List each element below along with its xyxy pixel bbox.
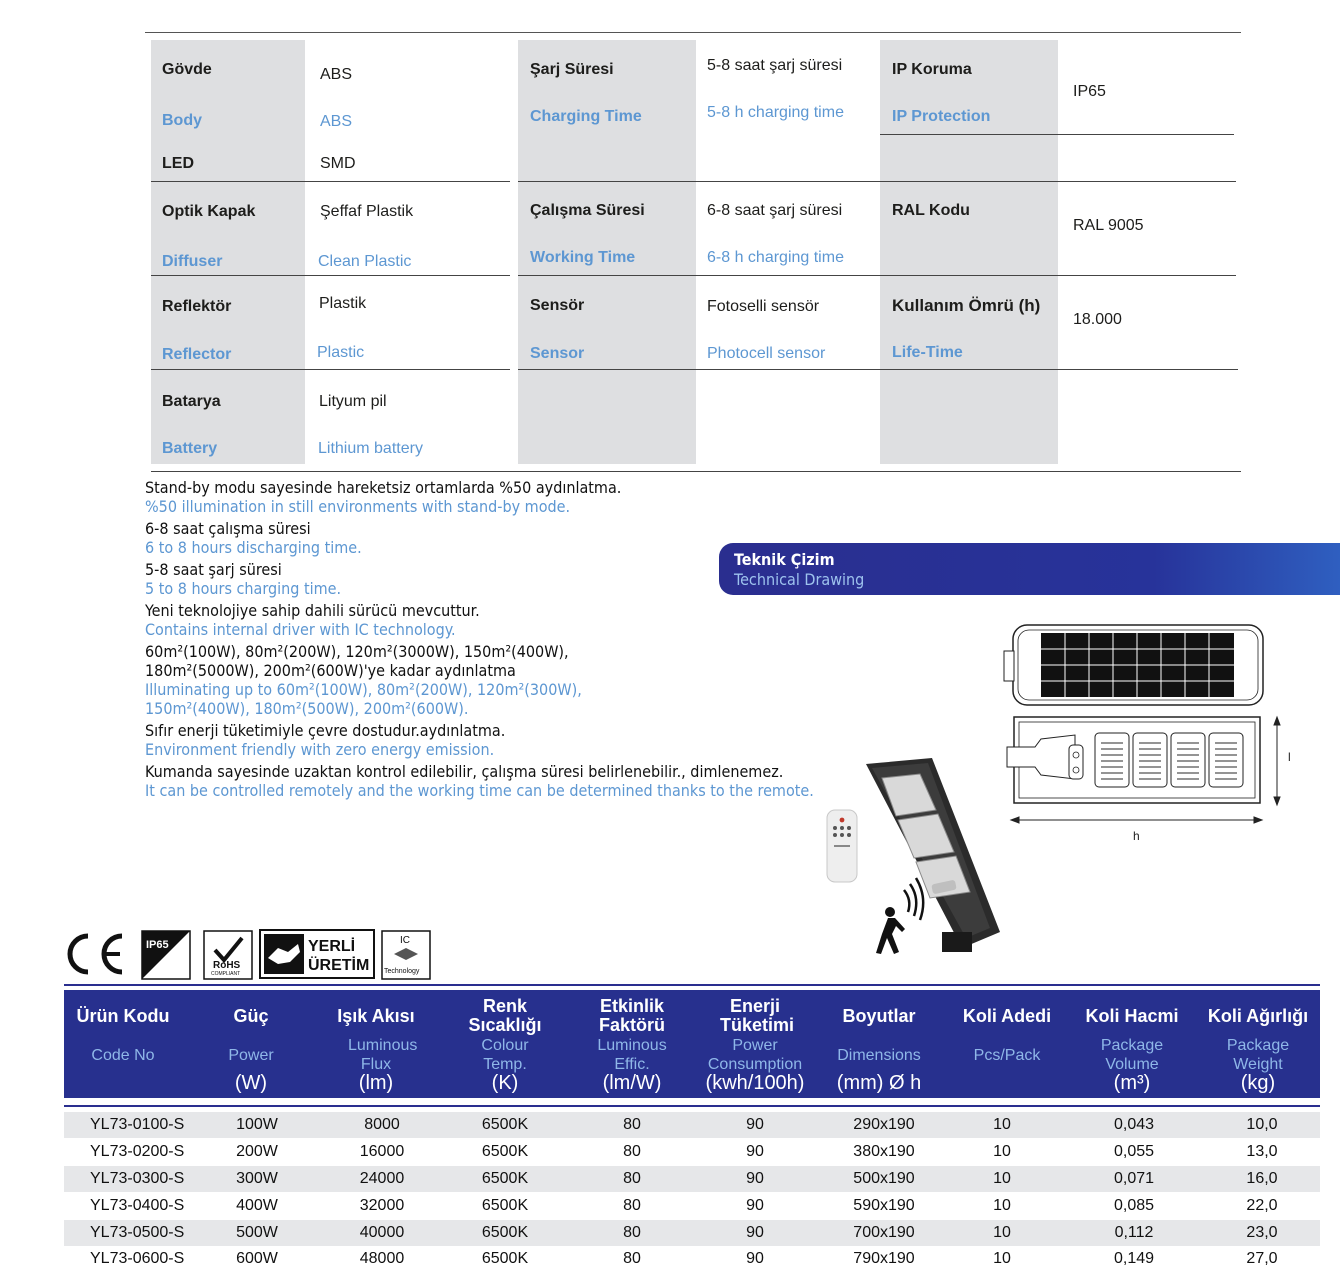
product-photo: [820, 750, 1010, 965]
spec-diffuser-value-en: Clean Plastic: [318, 253, 412, 270]
feature-driver-en: Contains internal driver with IC technology.: [145, 620, 456, 639]
rohs-icon: [204, 931, 252, 979]
spec-charge-label-en: Charging Time: [530, 108, 642, 125]
spec-battery-label-en: Battery: [162, 440, 218, 457]
spec-charge-value: 5-8 saat şarj süresi: [707, 57, 843, 74]
spec-battery-label: Batarya: [162, 393, 221, 410]
divider: [151, 369, 510, 370]
spec-sensor-label: Sensör: [530, 297, 585, 314]
table-row: YL73-0300-S 300W 24000 6500K 80 90 500x190 10 0,071 16,0: [64, 1166, 1320, 1192]
svg-text:COMPLIANT: COMPLIANT: [211, 971, 241, 977]
col-power: Güç Power (W): [228, 1006, 274, 1094]
col-colour-temp: Renk Sıcaklığı Colour Temp. (K): [468, 996, 542, 1094]
spec-diffuser-value: Şeffaf Plastik: [320, 203, 414, 220]
divider: [518, 275, 1236, 276]
local-production-icon: [260, 930, 374, 978]
divider: [151, 275, 510, 276]
spec-work-value: 6-8 saat şarj süresi: [707, 202, 843, 219]
spec-work-value-en: 6-8 h charging time: [707, 249, 844, 266]
ip65-icon: [142, 931, 190, 979]
spec-ip-label-en: IP Protection: [892, 108, 991, 125]
spec-reflector-label: Reflektör: [162, 298, 232, 315]
spec-charge-label: Şarj Süresi: [530, 61, 614, 78]
spec-work-label: Çalışma Süresi: [530, 202, 645, 219]
svg-text:IC: IC: [400, 935, 410, 946]
spec-body-value-en: ABS: [320, 113, 353, 130]
top-rule: [145, 32, 1241, 33]
banner-title-en: Technical Drawing: [734, 570, 865, 589]
spec-battery-value-en: Lithium battery: [318, 440, 423, 457]
feature-remote: Kumanda sayesinde uzaktan kontrol edilebilir, çalışma süresi belirlenebilir., dimlenemez.: [145, 762, 784, 781]
spec-ip-value: IP65: [1073, 83, 1106, 100]
feature-eco: Sıfır enerji tüketimiyle çevre dostudur.aydınlatma.: [145, 721, 506, 740]
ic-technology-icon: [382, 931, 430, 979]
divider: [518, 369, 1238, 370]
spec-ip-label: IP Koruma: [892, 61, 972, 78]
table-top-rule: [64, 984, 1320, 986]
technical-drawing-banner: [719, 543, 1340, 595]
col-package-volume: Koli Hacmi Package Volume (m³): [1085, 1006, 1179, 1094]
divider: [151, 181, 510, 182]
spec-diffuser-label: Optik Kapak: [162, 203, 256, 220]
col-package-weight: Koli Ağırlığı Package Weight (kg): [1207, 1006, 1309, 1094]
street-light-icon: [866, 758, 1000, 952]
feature-coverage-en-line2: 150m²(400W), 180m²(500W), 200m²(600W).: [145, 699, 469, 718]
feature-list: [145, 478, 825, 800]
spec-body-label: Gövde: [162, 61, 212, 78]
spec-body-label-en: Body: [162, 112, 202, 129]
spec-ral-value: RAL 9005: [1073, 217, 1144, 234]
feature-remote-en: It can be controlled remotely and the working time can be determined thanks to the remote.: [145, 781, 814, 800]
table-row: YL73-0600-S 600W 48000 6500K 80 90 790x190 10 0,149 27,0: [90, 1250, 1278, 1267]
svg-text:ÜRETİM: ÜRETİM: [308, 957, 370, 974]
spec-sensor-label-en: Sensor: [530, 345, 585, 362]
spec-charge-value-en: 5-8 h charging time: [707, 104, 844, 121]
table-row: YL73-0500-S 500W 40000 6500K 80 90 700x190 10 0,112 23,0: [64, 1220, 1320, 1246]
spec-led-label: LED: [162, 155, 194, 172]
motion-sensor-icon: [876, 878, 923, 954]
spec-battery-value: Lityum pil: [319, 393, 387, 410]
spec-led-value: SMD: [320, 155, 356, 172]
col-dimensions: Boyutlar Dimensions (mm) Ø h: [836, 1006, 922, 1094]
divider: [151, 471, 1241, 472]
divider: [880, 134, 1234, 135]
spec-reflector-label-en: Reflector: [162, 346, 232, 363]
dim-length-label: h: [1133, 829, 1140, 843]
spec-life-label: Kullanım Ömrü (h): [892, 296, 1041, 315]
feature-eco-en: Environment friendly with zero energy emission.: [145, 740, 495, 759]
spec-ral-label: RAL Kodu: [892, 202, 970, 219]
svg-text:RoHS: RoHS: [213, 960, 241, 971]
col-code: Ürün Kodu Code No: [76, 1006, 170, 1064]
table-row: YL73-0400-S 400W 32000 6500K 80 90 590x190 10 0,085 22,0: [90, 1197, 1278, 1214]
spec-label-column-3: [880, 40, 1058, 464]
feature-driver: Yeni teknolojiye sahip dahili sürücü mevcuttur.: [145, 601, 480, 620]
feature-working-en: 6 to 8 hours discharging time.: [145, 538, 362, 557]
svg-text:YERLİ: YERLİ: [308, 938, 356, 955]
spec-sensor-value-en: Photocell sensor: [707, 345, 826, 362]
svg-text:IP65: IP65: [146, 939, 169, 951]
certification-logos: [62, 926, 442, 981]
feature-coverage-en: Illuminating up to 60m²(100W), 80m²(200W), 120m²(300W),: [145, 680, 582, 699]
table-header-rule: [64, 1105, 1320, 1107]
col-flux: Işık Akısı Luminous Flux (lm): [337, 1006, 418, 1094]
technical-drawing: [995, 615, 1305, 855]
banner-title: Teknik Çizim: [734, 550, 835, 569]
dim-width-label: l: [1288, 750, 1291, 764]
feature-charging: 5-8 saat şarj süresi: [145, 560, 282, 579]
spec-body-value: ABS: [320, 66, 353, 83]
feature-charging-en: 5 to 8 hours charging time.: [145, 579, 342, 598]
spec-life-value: 18.000: [1073, 311, 1122, 328]
spec-diffuser-label-en: Diffuser: [162, 253, 223, 270]
spec-sensor-value: Fotoselli sensör: [707, 298, 820, 315]
svg-text:Technology: Technology: [384, 968, 420, 975]
table-header: [64, 990, 1320, 1098]
spec-life-label-en: Life-Time: [892, 344, 963, 361]
ce-mark-icon: [70, 936, 122, 972]
spec-work-label-en: Working Time: [530, 249, 636, 266]
feature-coverage-line2: 180m²(5000W), 200m²(600W)'ye kadar aydınlatma: [145, 661, 516, 680]
table-row: YL73-0200-S 200W 16000 6500K 80 90 380x190 10 0,055 13,0: [90, 1143, 1278, 1160]
solar-panel: [1041, 633, 1234, 697]
spec-reflector-value-en: Plastic: [317, 344, 365, 361]
col-consumption: Enerji Tüketimi Power Consumption (kwh/100h): [705, 996, 805, 1094]
remote-control-icon: [827, 810, 857, 882]
col-pcs-pack: Koli Adedi Pcs/Pack: [962, 1006, 1052, 1064]
spec-reflector-value: Plastik: [319, 295, 367, 312]
col-efficacy: Etkinlik Faktörü Luminous Effic. (lm/W): [597, 996, 667, 1094]
feature-standby: Stand-by modu sayesinde hareketsiz ortamlarda %50 aydınlatma.: [145, 478, 622, 497]
feature-coverage: 60m²(100W), 80m²(200W), 120m²(3000W), 150m²(400W),: [145, 642, 569, 661]
feature-working: 6-8 saat çalışma süresi: [145, 519, 311, 538]
divider: [518, 181, 1236, 182]
feature-standby-en: %50 illumination in still environments with stand-by mode.: [145, 497, 571, 516]
table-row: YL73-0100-S 100W 8000 6500K 80 90 290x190 10 0,043 10,0: [64, 1112, 1320, 1138]
